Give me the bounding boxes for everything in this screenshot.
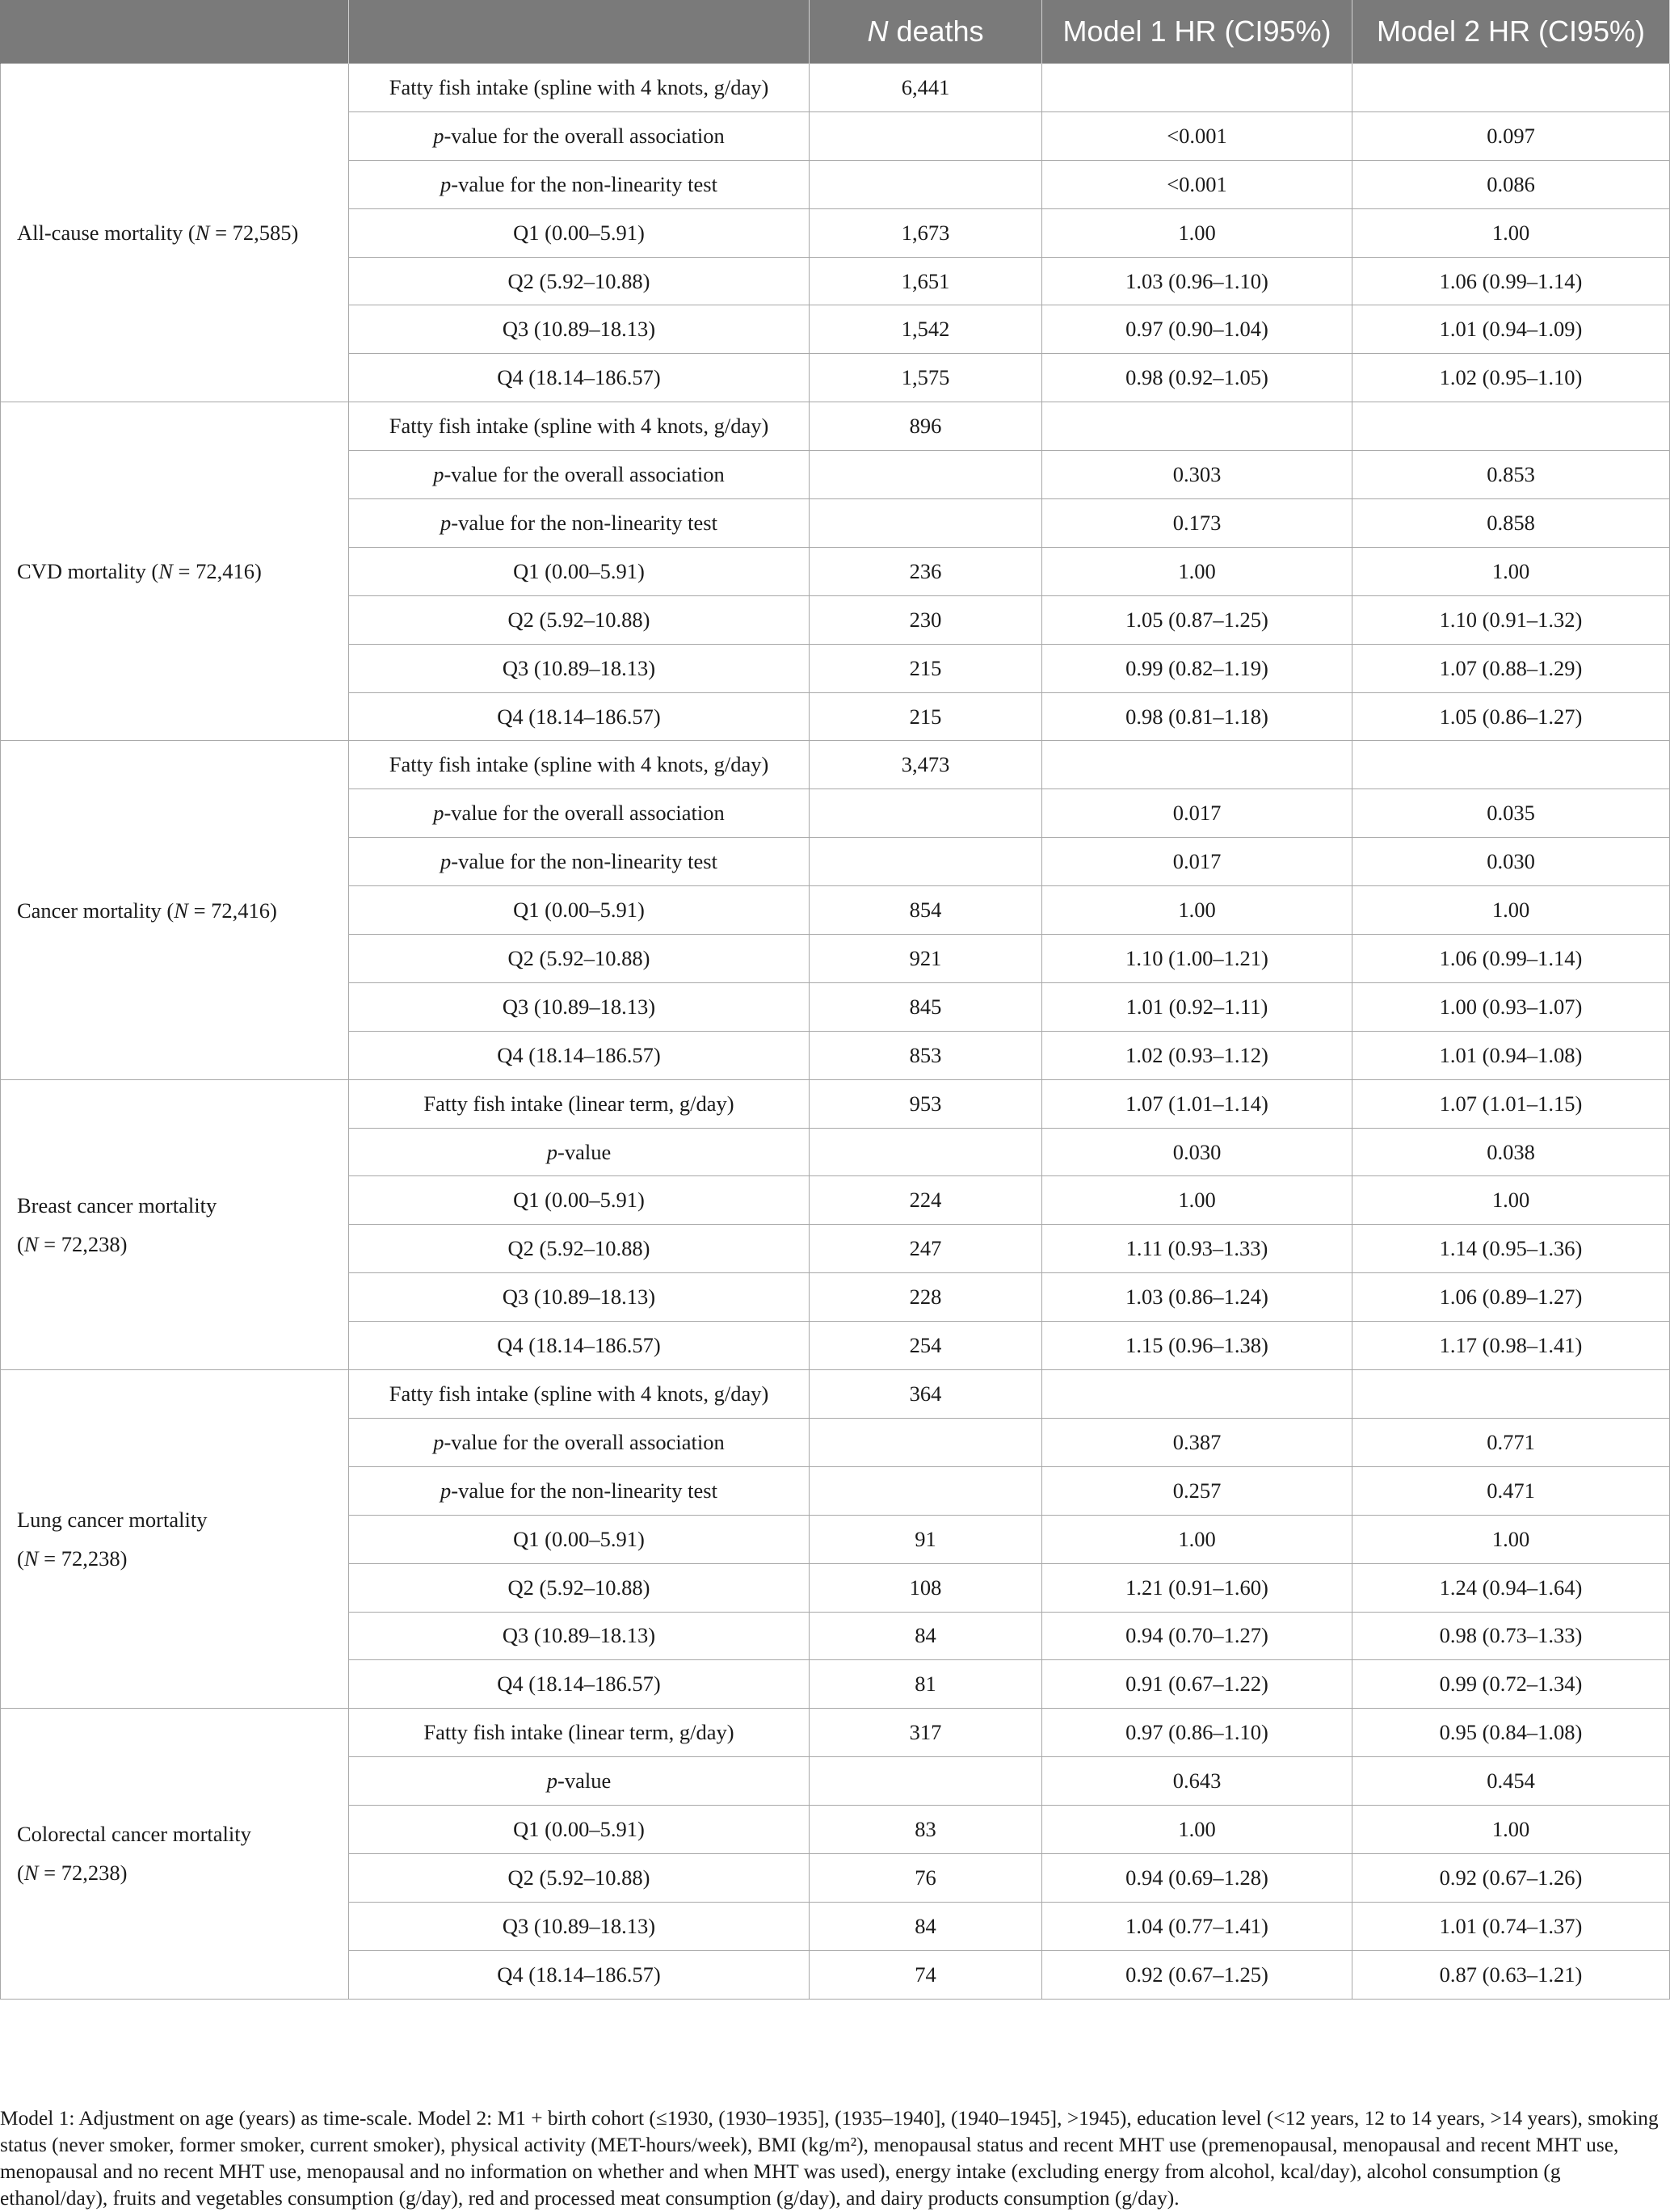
term-text: Q1 (0.00–5.91) (513, 1188, 645, 1213)
model2-cell (1352, 1370, 1670, 1419)
term-text: Q4 (18.14–186.57) (497, 1042, 661, 1067)
header-outcome (1, 0, 349, 64)
deaths-cell: 896 (810, 402, 1042, 451)
model2-cell: 0.086 (1352, 160, 1670, 208)
term-cell (349, 547, 810, 595)
model1-cell: 0.030 (1042, 1128, 1352, 1176)
model1-cell: 0.98 (0.92–1.05) (1042, 354, 1352, 402)
model1-cell: 1.05 (0.87–1.25) (1042, 595, 1352, 644)
term-cell (349, 1660, 810, 1709)
outcome-n-value: = 72,416) (172, 559, 262, 584)
term-text: Fatty fish intake (spline with 4 knots, g/day) (389, 414, 769, 439)
model1-cell: 0.643 (1042, 1757, 1352, 1806)
term-cell (349, 1322, 810, 1370)
term-cell (349, 305, 810, 354)
model2-cell (1352, 402, 1670, 451)
deaths-cell: 1,673 (810, 208, 1042, 257)
outcome-label (1, 402, 349, 741)
term-italic: p (546, 1139, 558, 1164)
outcome-paren: ( (17, 1231, 24, 1256)
model2-cell: 1.07 (0.88–1.29) (1352, 644, 1670, 692)
term-text: -value for the non-linearity test (451, 1478, 717, 1503)
term-cell (349, 402, 810, 451)
model2-cell: 1.00 (0.93–1.07) (1352, 982, 1670, 1031)
model2-cell: 0.030 (1352, 838, 1670, 886)
term-cell (349, 789, 810, 838)
deaths-cell: 953 (810, 1079, 1042, 1128)
term-cell (349, 886, 810, 935)
term-cell (349, 160, 810, 208)
table-row (1, 402, 1670, 451)
term-text: Q2 (5.92–10.88) (507, 1236, 650, 1261)
outcome-n-label: N (158, 559, 173, 584)
outcome-name: Lung cancer mortality (17, 1508, 208, 1533)
term-text: Q3 (10.89–18.13) (502, 317, 656, 342)
deaths-cell: 317 (810, 1709, 1042, 1757)
term-cell (349, 1563, 810, 1612)
term-cell (349, 257, 810, 305)
term-cell (349, 1128, 810, 1176)
model1-cell: 0.017 (1042, 838, 1352, 886)
term-text: -value for the overall association (444, 801, 725, 826)
deaths-cell: 853 (810, 1031, 1042, 1079)
deaths-cell: 74 (810, 1950, 1042, 1999)
term-cell (349, 1757, 810, 1806)
model2-cell: 1.00 (1352, 547, 1670, 595)
term-cell (349, 1418, 810, 1466)
outcome-n-label: N (195, 221, 210, 246)
outcome-n-label: N (23, 1546, 39, 1571)
deaths-cell: 3,473 (810, 741, 1042, 789)
table-header (1, 0, 1670, 64)
term-cell (349, 1853, 810, 1902)
term-cell (349, 1079, 810, 1128)
model2-cell: 0.471 (1352, 1466, 1670, 1515)
term-italic: p (433, 462, 444, 487)
model1-cell: 1.02 (0.93–1.12) (1042, 1031, 1352, 1079)
model1-cell: 1.15 (0.96–1.38) (1042, 1322, 1352, 1370)
deaths-cell: 1,542 (810, 305, 1042, 354)
term-cell (349, 1950, 810, 1999)
model2-cell: 0.097 (1352, 111, 1670, 160)
model1-cell: 0.97 (0.86–1.10) (1042, 1709, 1352, 1757)
header-model2: Model 2 HR (CI95%) (1352, 0, 1670, 64)
term-cell (349, 1902, 810, 1950)
term-text: Fatty fish intake (spline with 4 knots, g/day) (389, 1381, 769, 1406)
term-text: Q2 (5.92–10.88) (507, 268, 650, 293)
model2-cell: 0.038 (1352, 1128, 1670, 1176)
term-text: Q4 (18.14–186.57) (497, 704, 661, 729)
model1-cell: 1.11 (0.93–1.33) (1042, 1225, 1352, 1273)
model1-cell: 0.91 (0.67–1.22) (1042, 1660, 1352, 1709)
term-italic: p (433, 1429, 444, 1454)
outcome-n-value: = 72,238) (38, 1546, 128, 1571)
model2-cell: 1.01 (0.94–1.09) (1352, 305, 1670, 354)
model1-cell: 0.387 (1042, 1418, 1352, 1466)
deaths-cell: 224 (810, 1176, 1042, 1225)
term-text: Fatty fish intake (spline with 4 knots, g/day) (389, 752, 769, 777)
outcome-name: Colorectal cancer mortality (17, 1822, 251, 1847)
deaths-cell: 6,441 (810, 64, 1042, 112)
model2-cell: 0.95 (0.84–1.08) (1352, 1709, 1670, 1757)
deaths-cell (810, 499, 1042, 548)
outcome-n-value: = 72,238) (38, 1231, 128, 1256)
deaths-cell: 247 (810, 1225, 1042, 1273)
model2-cell: 0.454 (1352, 1757, 1670, 1806)
outcome-name: All-cause mortality ( (17, 221, 196, 246)
model1-cell (1042, 1370, 1352, 1419)
model2-cell: 0.87 (0.63–1.21) (1352, 1950, 1670, 1999)
term-text: -value for the overall association (444, 123, 725, 148)
term-text: Fatty fish intake (linear term, g/day) (423, 1720, 734, 1745)
deaths-cell: 364 (810, 1370, 1042, 1419)
term-cell (349, 982, 810, 1031)
term-text: Q4 (18.14–186.57) (497, 1672, 661, 1697)
deaths-cell (810, 1128, 1042, 1176)
model1-cell: 0.94 (0.69–1.28) (1042, 1853, 1352, 1902)
deaths-cell: 236 (810, 547, 1042, 595)
term-italic: p (440, 849, 452, 874)
model2-cell: 1.06 (0.89–1.27) (1352, 1273, 1670, 1322)
model1-cell: 1.00 (1042, 1515, 1352, 1563)
deaths-cell (810, 789, 1042, 838)
model1-cell: 0.173 (1042, 499, 1352, 548)
term-text: Q1 (0.00–5.91) (513, 1817, 645, 1841)
deaths-cell: 1,575 (810, 354, 1042, 402)
model1-cell: 0.257 (1042, 1466, 1352, 1515)
term-text: Q3 (10.89–18.13) (502, 655, 656, 680)
model2-cell: 1.01 (0.94–1.08) (1352, 1031, 1670, 1079)
deaths-cell: 845 (810, 982, 1042, 1031)
deaths-cell (810, 1418, 1042, 1466)
model2-cell: 0.98 (0.73–1.33) (1352, 1612, 1670, 1660)
model2-cell: 1.01 (0.74–1.37) (1352, 1902, 1670, 1950)
outcome-paren: ( (17, 1546, 24, 1571)
model1-cell: 1.04 (0.77–1.41) (1042, 1902, 1352, 1950)
header-model1: Model 1 HR (CI95%) (1042, 0, 1352, 64)
model1-cell: <0.001 (1042, 111, 1352, 160)
term-cell (349, 111, 810, 160)
table-row (1, 64, 1670, 112)
deaths-cell: 83 (810, 1806, 1042, 1854)
model1-cell: 1.00 (1042, 886, 1352, 935)
term-text: Q4 (18.14–186.57) (497, 1333, 661, 1358)
term-text: -value (557, 1139, 612, 1164)
term-italic: p (433, 801, 444, 826)
term-text: Q3 (10.89–18.13) (502, 1913, 656, 1938)
term-text: Q3 (10.89–18.13) (502, 994, 656, 1019)
term-cell (349, 1225, 810, 1273)
term-text: Q2 (5.92–10.88) (507, 607, 650, 632)
term-text: -value for the overall association (444, 1429, 725, 1454)
outcome-name: Breast cancer mortality (17, 1192, 217, 1217)
term-cell (349, 692, 810, 741)
model2-cell: 1.00 (1352, 208, 1670, 257)
term-text: Q1 (0.00–5.91) (513, 220, 645, 245)
term-cell (349, 838, 810, 886)
deaths-cell: 1,651 (810, 257, 1042, 305)
model1-cell: 0.97 (0.90–1.04) (1042, 305, 1352, 354)
term-text: -value for the non-linearity test (451, 510, 717, 535)
term-cell (349, 499, 810, 548)
model2-cell: 1.06 (0.99–1.14) (1352, 257, 1670, 305)
outcome-name: Cancer mortality ( (17, 898, 175, 923)
term-text: -value for the overall association (444, 462, 725, 487)
model1-cell: <0.001 (1042, 160, 1352, 208)
term-cell (349, 1709, 810, 1757)
deaths-cell (810, 111, 1042, 160)
model2-cell: 1.05 (0.86–1.27) (1352, 692, 1670, 741)
term-text: Q2 (5.92–10.88) (507, 1575, 650, 1600)
term-italic: p (440, 171, 452, 196)
term-cell (349, 595, 810, 644)
term-text: -value for the non-linearity test (451, 171, 717, 196)
term-cell (349, 935, 810, 983)
term-italic: p (546, 1768, 558, 1794)
outcome-label (1, 64, 349, 402)
term-cell (349, 451, 810, 499)
header-n-italic: N (867, 15, 889, 48)
model1-cell (1042, 741, 1352, 789)
model2-cell: 1.02 (0.95–1.10) (1352, 354, 1670, 402)
term-text: Q4 (18.14–186.57) (497, 1962, 661, 1987)
term-cell (349, 1612, 810, 1660)
model2-cell: 1.00 (1352, 1806, 1670, 1854)
footnote: Model 1: Adjustment on age (years) as time-scale. Model 2: M1 + birth cohort (≤1930, (1930–1935], (1935–1940], (1940–1945], >1945), education level (<12 years, 12 to 14 years, >14 years), smoking status (never smoker, former smoker, current smoker), physical activity (MET-hours/week), BMI (kg/m²), menopausal status and recent MHT use (premenopausal, menopausal and recent MHT use, menopausal and no recent MHT use, menopausal and no information on whether and when MHT was used), energy intake (excluding energy from alcohol, kcal/day), alcohol consumption (g ethanol/day), fruits and vegetables consumption (g/day), red and processed meat consumption (g/day), and dairy products consumption (g/day). (0, 2107, 1659, 2210)
deaths-cell: 84 (810, 1612, 1042, 1660)
deaths-cell (810, 1757, 1042, 1806)
outcome-label (1, 1079, 349, 1369)
deaths-cell: 108 (810, 1563, 1042, 1612)
deaths-cell: 76 (810, 1853, 1042, 1902)
model1-cell: 1.00 (1042, 547, 1352, 595)
header-n-deaths (810, 0, 1042, 64)
term-text: -value for the non-linearity test (451, 849, 717, 874)
model2-cell: 0.771 (1352, 1418, 1670, 1466)
term-text: Q2 (5.92–10.88) (507, 1865, 650, 1890)
outcome-n-value: = 72,416) (187, 898, 277, 923)
deaths-cell: 81 (810, 1660, 1042, 1709)
model2-cell: 1.07 (1.01–1.15) (1352, 1079, 1670, 1128)
outcome-label (1, 741, 349, 1079)
model1-cell: 1.00 (1042, 1176, 1352, 1225)
term-cell (349, 1176, 810, 1225)
model2-cell: 0.858 (1352, 499, 1670, 548)
deaths-cell: 921 (810, 935, 1042, 983)
outcome-n-label: N (23, 1861, 39, 1886)
header-term (349, 0, 810, 64)
outcome-name: CVD mortality ( (17, 559, 159, 584)
model1-cell: 0.303 (1042, 451, 1352, 499)
model1-cell: 1.00 (1042, 1806, 1352, 1854)
term-cell (349, 1806, 810, 1854)
deaths-cell (810, 451, 1042, 499)
term-text: Q3 (10.89–18.13) (502, 1285, 656, 1310)
term-text: -value (557, 1768, 612, 1794)
deaths-cell (810, 160, 1042, 208)
deaths-cell (810, 838, 1042, 886)
term-italic: p (433, 123, 444, 148)
term-text: Q2 (5.92–10.88) (507, 945, 650, 970)
model1-cell: 0.99 (0.82–1.19) (1042, 644, 1352, 692)
term-text: Q1 (0.00–5.91) (513, 1526, 645, 1551)
term-italic: p (440, 1478, 452, 1503)
model2-cell: 1.00 (1352, 1515, 1670, 1563)
deaths-cell: 230 (810, 595, 1042, 644)
model1-cell: 1.03 (0.86–1.24) (1042, 1273, 1352, 1322)
deaths-cell: 215 (810, 644, 1042, 692)
header-deaths-text: deaths (888, 15, 984, 48)
model1-cell: 1.10 (1.00–1.21) (1042, 935, 1352, 983)
term-text: Fatty fish intake (linear term, g/day) (423, 1091, 734, 1116)
outcome-n-label: N (23, 1231, 39, 1256)
model2-cell (1352, 741, 1670, 789)
model1-cell (1042, 64, 1352, 112)
outcome-label (1, 1370, 349, 1709)
term-cell (349, 1466, 810, 1515)
table-row (1, 1370, 1670, 1419)
model2-cell: 0.99 (0.72–1.34) (1352, 1660, 1670, 1709)
model1-cell: 1.07 (1.01–1.14) (1042, 1079, 1352, 1128)
model2-cell: 1.24 (0.94–1.64) (1352, 1563, 1670, 1612)
model2-cell: 0.853 (1352, 451, 1670, 499)
term-cell (349, 354, 810, 402)
model2-cell: 1.14 (0.95–1.36) (1352, 1225, 1670, 1273)
model1-cell: 0.017 (1042, 789, 1352, 838)
deaths-cell: 254 (810, 1322, 1042, 1370)
term-text: Q1 (0.00–5.91) (513, 558, 645, 583)
term-cell (349, 1031, 810, 1079)
outcome-n-value: = 72,585) (209, 221, 299, 246)
model2-cell: 1.06 (0.99–1.14) (1352, 935, 1670, 983)
model1-cell: 0.98 (0.81–1.18) (1042, 692, 1352, 741)
term-cell (349, 208, 810, 257)
model1-cell: 1.00 (1042, 208, 1352, 257)
model1-cell: 0.94 (0.70–1.27) (1042, 1612, 1352, 1660)
term-cell (349, 741, 810, 789)
deaths-cell: 228 (810, 1273, 1042, 1322)
outcome-n-value: = 72,238) (38, 1861, 128, 1886)
deaths-cell: 84 (810, 1902, 1042, 1950)
model1-cell (1042, 402, 1352, 451)
term-cell (349, 1273, 810, 1322)
term-text: Fatty fish intake (spline with 4 knots, g/day) (389, 74, 769, 99)
term-cell (349, 644, 810, 692)
model1-cell: 1.03 (0.96–1.10) (1042, 257, 1352, 305)
term-italic: p (440, 510, 452, 535)
model1-cell: 1.21 (0.91–1.60) (1042, 1563, 1352, 1612)
model2-cell: 1.00 (1352, 1176, 1670, 1225)
deaths-cell: 215 (810, 692, 1042, 741)
table-row (1, 1709, 1670, 1757)
deaths-cell (810, 1466, 1042, 1515)
term-cell (349, 1370, 810, 1419)
model2-cell: 0.92 (0.67–1.26) (1352, 1853, 1670, 1902)
deaths-cell: 854 (810, 886, 1042, 935)
model2-cell: 0.035 (1352, 789, 1670, 838)
table-body (1, 64, 1670, 2000)
outcome-paren: ( (17, 1861, 24, 1886)
outcome-n-label: N (174, 898, 188, 923)
term-text: Q1 (0.00–5.91) (513, 898, 645, 923)
outcome-label (1, 1709, 349, 1999)
term-cell (349, 64, 810, 112)
deaths-cell: 91 (810, 1515, 1042, 1563)
term-cell (349, 1515, 810, 1563)
table-row (1, 1079, 1670, 1128)
term-text: Q3 (10.89–18.13) (502, 1623, 656, 1648)
model2-cell: 1.10 (0.91–1.32) (1352, 595, 1670, 644)
model2-cell: 1.00 (1352, 886, 1670, 935)
term-text: Q4 (18.14–186.57) (497, 365, 661, 390)
table-row (1, 741, 1670, 789)
model2-cell (1352, 64, 1670, 112)
model1-cell: 1.01 (0.92–1.11) (1042, 982, 1352, 1031)
model1-cell: 0.92 (0.67–1.25) (1042, 1950, 1352, 1999)
model2-cell: 1.17 (0.98–1.41) (1352, 1322, 1670, 1370)
